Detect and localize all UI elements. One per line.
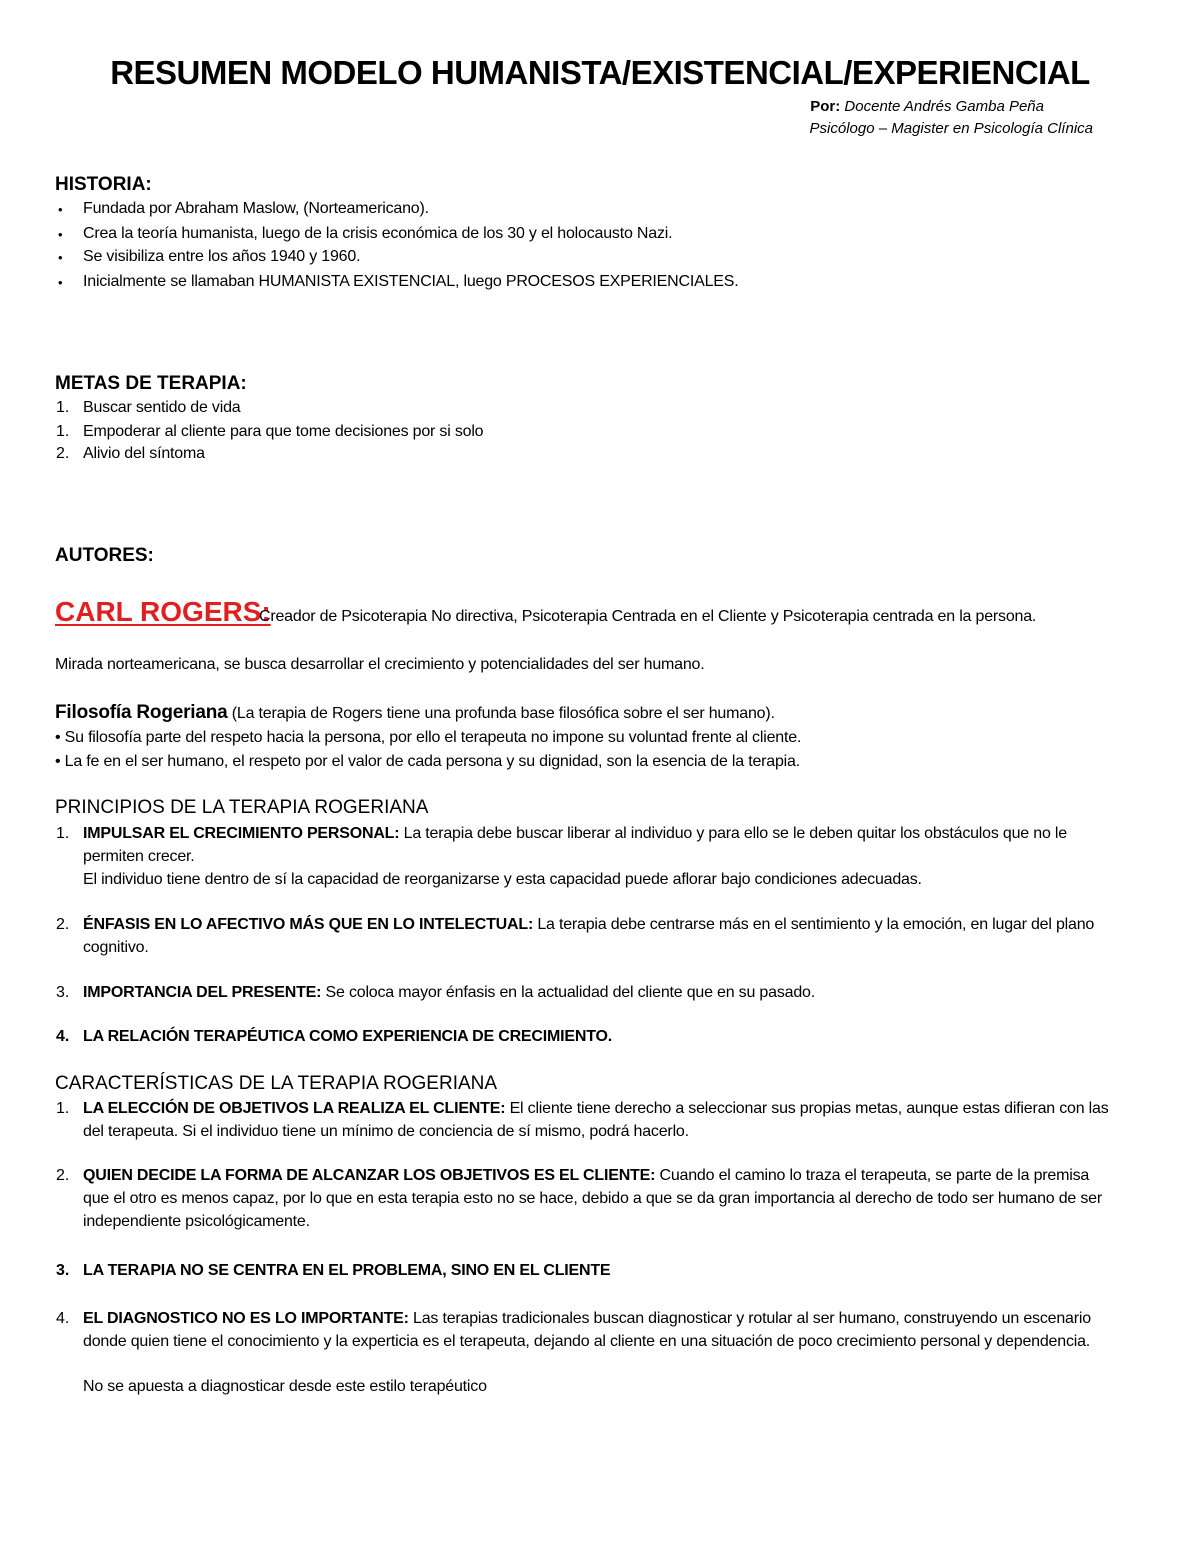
byline-credentials: Psicólogo – Magister en Psicología Clínica	[809, 120, 1093, 137]
item-text: El cliente tiene derecho a seleccionar sus propias metas, aunque estas difieran con las	[505, 1100, 1109, 1117]
author-description: Creador de Psicoterapia No directiva, Psicoterapia Centrada en el Cliente y Psicoterapia centrada en la persona.	[259, 608, 1037, 625]
bullet-icon: •	[58, 250, 63, 265]
byline-author	[810, 98, 1044, 115]
bullet-icon: •	[58, 227, 63, 242]
list-item	[83, 984, 815, 1002]
list-number: 2.	[56, 916, 70, 933]
item-title: ÉNFASIS EN LO AFECTIVO MÁS QUE EN LO INTELECTUAL:	[83, 916, 534, 933]
section-heading-autores: AUTORES:	[55, 545, 154, 566]
filosofia-subtitle: (La terapia de Rogers tiene una profunda base filosófica sobre el ser humano).	[227, 705, 775, 722]
list-item	[83, 1310, 1091, 1328]
item-title: LA ELECCIÓN DE OBJETIVOS LA REALIZA EL CLIENTE:	[83, 1100, 506, 1117]
list-item: Se visibiliza entre los años 1940 y 1960.	[83, 248, 361, 265]
list-item: Fundada por Abraham Maslow, (Norteamericano).	[83, 200, 429, 217]
list-item	[83, 1167, 1089, 1185]
item-title: IMPORTANCIA DEL PRESENTE:	[83, 984, 322, 1001]
list-number: 1.	[56, 399, 70, 416]
list-number: 1.	[56, 1100, 70, 1117]
list-item	[83, 1028, 612, 1046]
list-number: 4.	[56, 1028, 70, 1045]
item-title: IMPULSAR EL CRECIMIENTO PERSONAL:	[83, 825, 400, 842]
list-item	[83, 916, 1094, 934]
item-title: LA RELACIÓN TERAPÉUTICA COMO EXPERIENCIA DE CRECIMIENTO.	[83, 1028, 612, 1045]
list-item: Alivio del síntoma	[83, 445, 205, 462]
page-title: RESUMEN MODELO HUMANISTA/EXISTENCIAL/EXPERIENCIAL	[110, 54, 1090, 91]
byline-prefix: Por:	[810, 98, 841, 115]
item-text: Las terapias tradicionales buscan diagnosticar y rotular al ser humano, construyendo un escenario	[408, 1310, 1091, 1327]
list-number: 2.	[56, 445, 70, 462]
section-heading-caracteristicas: CARACTERÍSTICAS DE LA TERAPIA ROGERIANA	[55, 1073, 498, 1094]
item-title: EL DIAGNOSTICO NO ES LO IMPORTANTE:	[83, 1310, 409, 1327]
byline-author-name: Docente Andrés Gamba Peña	[840, 98, 1044, 115]
item-text: independiente psicológicamente.	[83, 1213, 310, 1230]
item-text: donde quien tiene el conocimiento y la experticia es el terapeuta, dejando al cliente en una situación de poco crecimiento personal y dependencia.	[83, 1333, 1091, 1350]
list-item	[83, 1262, 610, 1280]
item-text: El individuo tiene dentro de sí la capacidad de reorganizarse y esta capacidad puede aflorar bajo condiciones adecuadas.	[83, 871, 922, 888]
list-item: Crea la teoría humanista, luego de la crisis económica de los 30 y el holocausto Nazi.	[83, 225, 673, 242]
list-number: 1.	[56, 825, 70, 842]
item-text: cognitivo.	[83, 939, 149, 956]
item-text: permiten crecer.	[83, 848, 195, 865]
bullet-icon: •	[58, 202, 63, 217]
section-heading-principios: PRINCIPIOS DE LA TERAPIA ROGERIANA	[55, 797, 429, 818]
list-item: • Su filosofía parte del respeto hacia la persona, por ello el terapeuta no impone su voluntad frente al cliente.	[55, 729, 802, 746]
paragraph: Mirada norteamericana, se busca desarrollar el crecimiento y potencialidades del ser humano.	[55, 656, 705, 673]
item-text: del terapeuta. Si el individuo tiene un mínimo de conciencia de sí mismo, podrá hacerlo.	[83, 1123, 689, 1140]
list-number: 2.	[56, 1167, 70, 1184]
bullet-icon: •	[58, 275, 63, 290]
item-title: QUIEN DECIDE LA FORMA DE ALCANZAR LOS OBJETIVOS ES EL CLIENTE:	[83, 1167, 656, 1184]
list-item: Inicialmente se llamaban HUMANISTA EXISTENCIAL, luego PROCESOS EXPERIENCIALES.	[83, 273, 739, 290]
list-item	[83, 1100, 1109, 1118]
list-item: Buscar sentido de vida	[83, 399, 241, 416]
section-heading-historia: HISTORIA:	[55, 174, 152, 195]
filosofia-heading	[55, 702, 775, 724]
item-text: La terapia debe centrarse más en el sentimiento y la emoción, en lugar del plano	[533, 916, 1095, 933]
list-item: • La fe en el ser humano, el respeto por el valor de cada persona y su dignidad, son la esencia de la terapia.	[55, 753, 800, 770]
item-text: Cuando el camino lo traza el terapeuta, se parte de la premisa	[655, 1167, 1090, 1184]
list-number: 1.	[56, 423, 70, 440]
author-name: CARL ROGERS:	[55, 596, 271, 627]
item-title: LA TERAPIA NO SE CENTRA EN EL PROBLEMA, SINO EN EL CLIENTE	[83, 1262, 611, 1279]
item-text: La terapia debe buscar liberar al individuo y para ello se le deben quitar los obstáculos que no le	[399, 825, 1067, 842]
list-item: Empoderar al cliente para que tome decisiones por si solo	[83, 423, 484, 440]
section-heading-metas: METAS DE TERAPIA:	[55, 373, 247, 394]
list-item	[83, 825, 1067, 843]
list-number: 3.	[56, 984, 70, 1001]
item-text: No se apuesta a diagnosticar desde este estilo terapéutico	[83, 1378, 487, 1395]
list-number: 4.	[56, 1310, 70, 1327]
list-number: 3.	[56, 1262, 70, 1279]
filosofia-title: Filosofía Rogeriana	[55, 702, 228, 723]
item-text: que el otro es menos capaz, por lo que en esta terapia esto no se hace, debido a que se da gran importancia al derecho de todo ser humano de ser	[83, 1190, 1102, 1207]
item-text: Se coloca mayor énfasis en la actualidad del cliente que en su pasado.	[321, 984, 815, 1001]
